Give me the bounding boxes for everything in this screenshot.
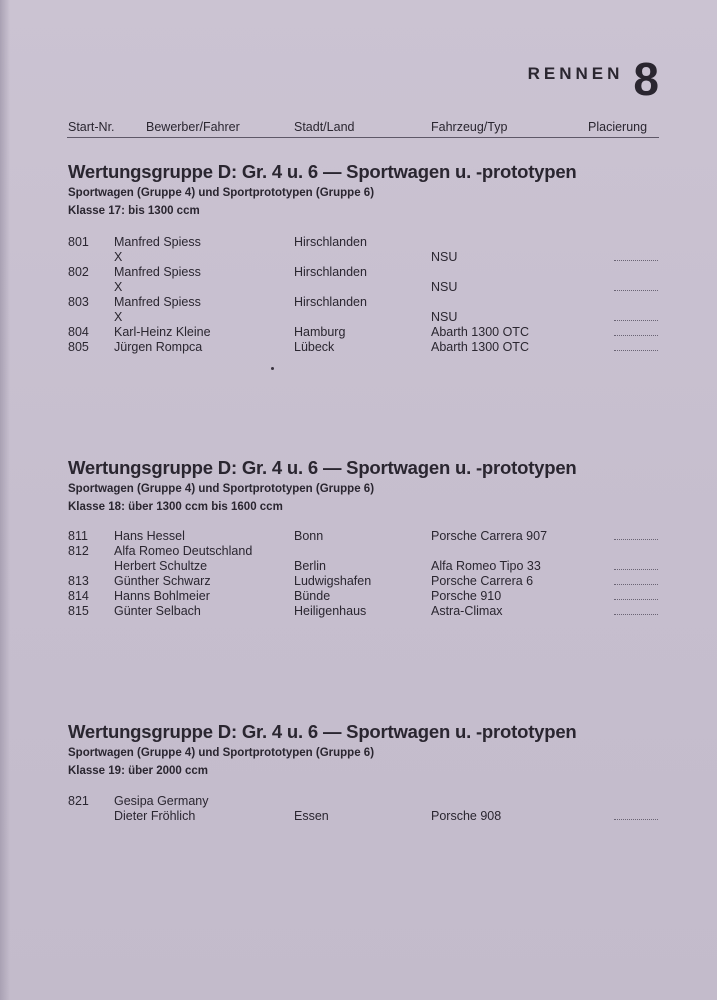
section-klasse-19: [0, 721, 717, 831]
col-start-nr: Start-Nr.: [68, 120, 115, 134]
entrant-name: Karl-Heinz Kleine: [114, 325, 211, 339]
entrant-name: Hanns Bohlmeier: [114, 589, 210, 603]
city: Lübeck: [294, 340, 335, 354]
column-headers: [0, 120, 717, 136]
section-title: Wertungsgruppe D: Gr. 4 u. 6 — Sportwagen u. -prototypen: [68, 721, 577, 742]
entry-row: [0, 529, 717, 544]
entrant-name: Gesipa Germany: [114, 794, 209, 808]
city: Bünde: [294, 589, 331, 603]
entry-row: [0, 559, 717, 574]
vehicle: Alfa Romeo Tipo 33: [431, 559, 541, 573]
placement-dotted-line: [614, 350, 658, 351]
section-klasse: Klasse 19: über 2000 ccm: [68, 765, 209, 777]
vehicle: Porsche Carrera 907: [431, 529, 548, 543]
placement-dotted-line: [614, 584, 658, 585]
vehicle: Astra-Climax: [431, 604, 503, 618]
start-number: 803: [68, 295, 89, 309]
city: Hirschlanden: [294, 235, 367, 249]
start-number: 802: [68, 265, 89, 279]
vehicle: Abarth 1300 OTC: [431, 325, 529, 339]
placement-dotted-line: [614, 320, 658, 321]
vehicle: Porsche 908: [431, 809, 502, 823]
col-placierung: Placierung: [588, 120, 648, 134]
entry-row: [0, 325, 717, 340]
entry-row: [0, 265, 717, 280]
vehicle: NSU: [431, 310, 458, 324]
vehicle: NSU: [431, 250, 458, 264]
section-klasse: Klasse 18: über 1300 ccm bis 1600 ccm: [68, 501, 283, 513]
entry-row: [0, 250, 717, 265]
section-klasse-18: [0, 457, 717, 627]
city: Hirschlanden: [294, 265, 367, 279]
start-number: 805: [68, 340, 89, 354]
race-heading: [527, 53, 659, 105]
entrant-name: Günter Selbach: [114, 604, 201, 618]
vehicle: Abarth 1300 OTC: [431, 340, 529, 354]
entrant-name: Manfred Spiess: [114, 265, 201, 279]
race-number: 8: [633, 53, 659, 105]
entry-row: [0, 589, 717, 604]
entry-row: [0, 574, 717, 589]
start-number: 813: [68, 574, 89, 588]
entry-row: [0, 295, 717, 310]
section-title: Wertungsgruppe D: Gr. 4 u. 6 — Sportwagen u. -prototypen: [68, 161, 577, 182]
vehicle: Porsche 910: [431, 589, 502, 603]
entrant-name: Alfa Romeo Deutschland: [114, 544, 253, 558]
start-number: 801: [68, 235, 89, 249]
entrant-name: Jürgen Rompca: [114, 340, 203, 354]
section-klasse-17: [0, 161, 717, 361]
vehicle: NSU: [431, 280, 458, 294]
section-subtitle: Sportwagen (Gruppe 4) und Sportprototypen (Gruppe 6): [68, 747, 375, 759]
section-title: Wertungsgruppe D: Gr. 4 u. 6 — Sportwagen u. -prototypen: [68, 457, 577, 478]
city: Ludwigshafen: [294, 574, 372, 588]
entrant-name: X: [114, 280, 123, 294]
city: Hirschlanden: [294, 295, 367, 309]
city: Heiligenhaus: [294, 604, 367, 618]
entry-row: [0, 280, 717, 295]
section-subtitle: Sportwagen (Gruppe 4) und Sportprototypen (Gruppe 6): [68, 187, 375, 199]
placement-dotted-line: [614, 569, 658, 570]
start-number: 815: [68, 604, 89, 618]
col-fahrzeug: Fahrzeug/Typ: [431, 120, 508, 134]
placement-dotted-line: [614, 290, 658, 291]
entry-row: [0, 794, 717, 809]
col-stadt: Stadt/Land: [294, 120, 355, 134]
start-number: 804: [68, 325, 89, 339]
placement-dotted-line: [614, 260, 658, 261]
start-number: 821: [68, 794, 89, 808]
col-bewerber: Bewerber/Fahrer: [146, 120, 240, 134]
city: Bonn: [294, 529, 324, 543]
header-rule: [67, 137, 659, 138]
entry-row: [0, 809, 717, 824]
vehicle: Porsche Carrera 6: [431, 574, 534, 588]
entrant-name: Dieter Fröhlich: [114, 809, 196, 823]
entry-row: [0, 604, 717, 619]
placement-dotted-line: [614, 614, 658, 615]
placement-dotted-line: [614, 599, 658, 600]
entrant-name: Herbert Schultze: [114, 559, 208, 573]
placement-dotted-line: [614, 335, 658, 336]
start-number: 812: [68, 544, 89, 558]
city: Essen: [294, 809, 329, 823]
placement-dotted-line: [614, 819, 658, 820]
entry-row: [0, 310, 717, 325]
entrant-name: X: [114, 250, 123, 264]
entry-row: [0, 340, 717, 355]
entrant-name: Manfred Spiess: [114, 235, 201, 249]
start-number: 814: [68, 589, 89, 603]
entry-row: [0, 235, 717, 250]
city: Hamburg: [294, 325, 346, 339]
entry-row: [0, 544, 717, 559]
entrant-name: Hans Hessel: [114, 529, 185, 543]
start-number: 811: [68, 529, 88, 543]
section-klasse: Klasse 17: bis 1300 ccm: [68, 205, 200, 217]
entrant-name: Günther Schwarz: [114, 574, 211, 588]
race-label: RENNEN: [527, 64, 624, 83]
city: Berlin: [294, 559, 326, 573]
section-subtitle: Sportwagen (Gruppe 4) und Sportprototypen (Gruppe 6): [68, 483, 375, 495]
print-speck: [271, 367, 274, 370]
placement-dotted-line: [614, 539, 658, 540]
entrant-name: X: [114, 310, 123, 324]
entrant-name: Manfred Spiess: [114, 295, 201, 309]
